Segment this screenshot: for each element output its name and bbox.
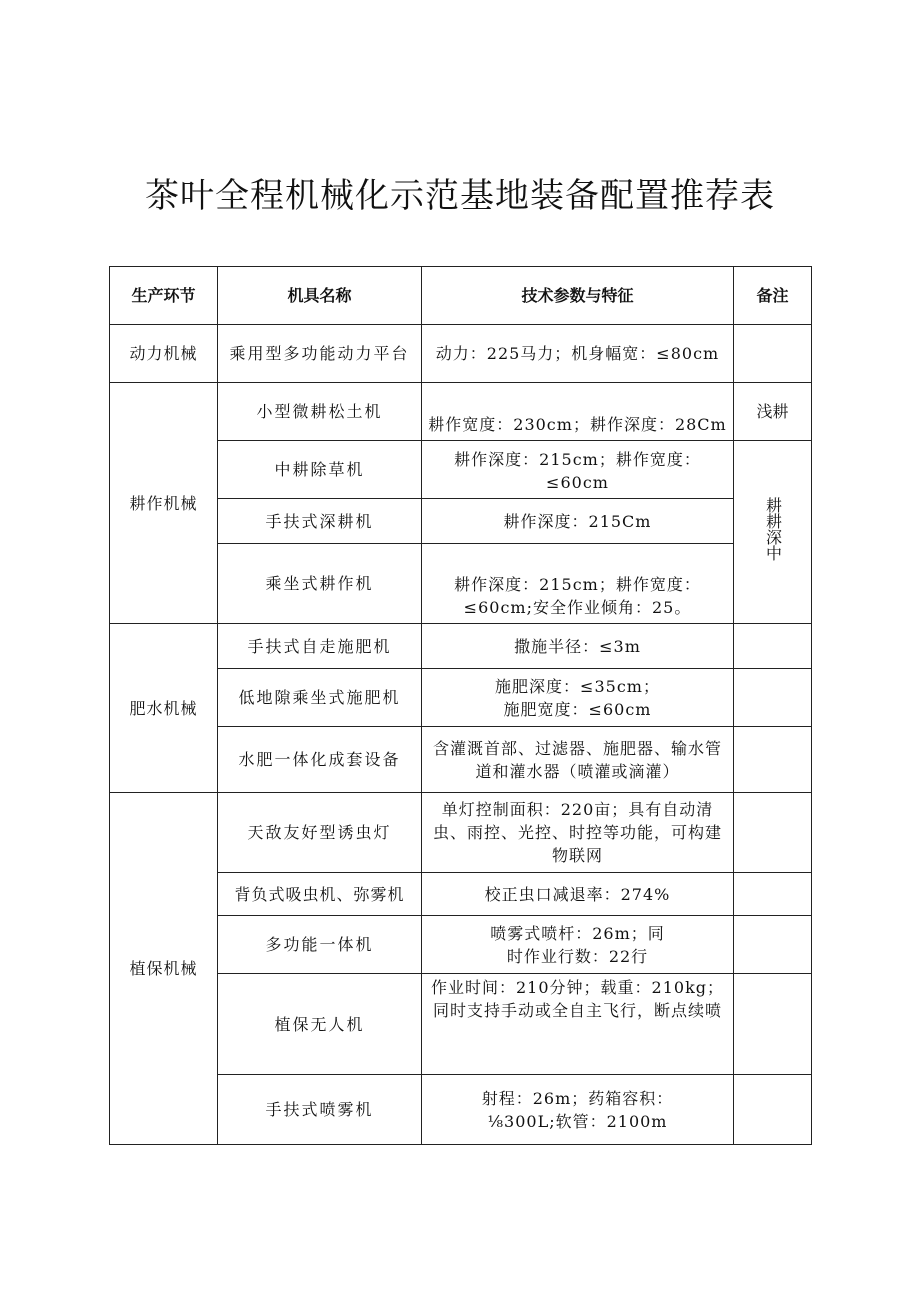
spec-cell: 校正虫口减退率：274%: [422, 873, 734, 916]
note-cell: [734, 727, 812, 793]
spec-cell: 撒施半径：≤3m: [422, 624, 734, 669]
note-cell: [734, 793, 812, 873]
note-cell: [734, 669, 812, 727]
category-cell: 肥水机械: [110, 624, 218, 793]
note-cell: [734, 873, 812, 916]
header-cell: 生产环节: [110, 267, 218, 325]
note-cell: [734, 974, 812, 1075]
spec-cell: 单灯控制面积：220亩；具有自动清虫、雨控、光控、时控等功能，可构建物联网: [422, 793, 734, 873]
note-cell: [734, 325, 812, 383]
spec-cell: 耕作深度：215cm；耕作宽度：≤60cm;安全作业倾角：25。: [422, 544, 734, 624]
spec-cell: 耕作深度：215Cm: [422, 499, 734, 544]
header-cell: 机具名称: [218, 267, 422, 325]
spec-cell: 耕作深度：215cm；耕作宽度：≤60cm: [422, 441, 734, 499]
spec-cell: 喷雾式喷杆：26m；同时作业行数：22行: [422, 916, 734, 974]
header-cell: 技术参数与特征: [422, 267, 734, 325]
machine-name-cell: 水肥一体化成套设备: [218, 727, 422, 793]
machine-name-cell: 小型微耕松土机: [218, 383, 422, 441]
header-row: [110, 267, 812, 325]
table-row: [110, 383, 812, 441]
spec-cell: 作业时间：210分钟；载重：210kg；同时支持手动或全自主飞行，断点续喷: [422, 974, 734, 1075]
note-cell: [734, 1075, 812, 1145]
page-title: 茶叶全程机械化示范基地装备配置推荐表: [145, 176, 775, 216]
spec-cell: 射程：26m；药箱容积：⅛300L;软管：2100m: [422, 1075, 734, 1145]
spec-cell: 耕作宽度：230cm；耕作深度：28Cm: [422, 383, 734, 441]
machine-name-cell: 手扶式深耕机: [218, 499, 422, 544]
machine-name-cell: 乘用型多功能动力平台: [218, 325, 422, 383]
machine-name-cell: 手扶式喷雾机: [218, 1075, 422, 1145]
machine-name-cell: 低地隙乘坐式施肥机: [218, 669, 422, 727]
machine-name-cell: 背负式吸虫机、弥雾机: [218, 873, 422, 916]
machine-name-cell: 多功能一体机: [218, 916, 422, 974]
machine-name-cell: 天敌友好型诱虫灯: [218, 793, 422, 873]
spec-cell: 施肥深度：≤35cm；施肥宽度：≤60cm: [422, 669, 734, 727]
category-cell: 耕作机械: [110, 383, 218, 624]
table-row: [110, 624, 812, 669]
spec-cell: 动力：225马力；机身幅宽：≤80cm: [422, 325, 734, 383]
note-cell: [734, 916, 812, 974]
machine-name-cell: 乘坐式耕作机: [218, 544, 422, 624]
header-cell: 备注: [734, 267, 812, 325]
note-cell: [734, 441, 812, 624]
spec-cell: 含灌溉首部、过滤器、施肥器、输水管道和灌水器（喷灌或滴灌）: [422, 727, 734, 793]
note-cell: 浅耕: [734, 383, 812, 441]
note-cell: [734, 624, 812, 669]
equipment-table: [109, 266, 812, 1145]
table-row: [110, 325, 812, 383]
vertical-note-text: 耕耕深中: [763, 497, 783, 561]
category-cell: 动力机械: [110, 325, 218, 383]
machine-name-cell: 手扶式自走施肥机: [218, 624, 422, 669]
machine-name-cell: 中耕除草机: [218, 441, 422, 499]
category-cell: 植保机械: [110, 793, 218, 1145]
table-row: [110, 793, 812, 873]
machine-name-cell: 植保无人机: [218, 974, 422, 1075]
